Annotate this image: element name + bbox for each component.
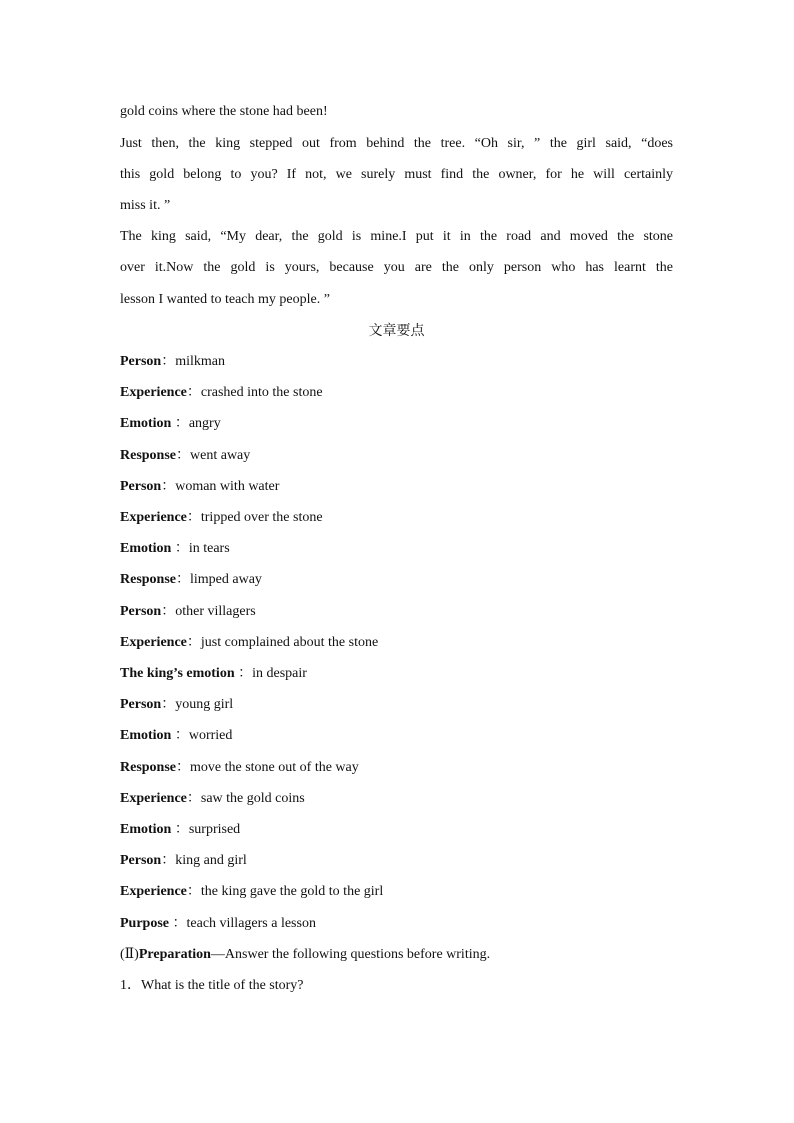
section-preparation: [120, 946, 673, 964]
point-sep: ：: [186, 385, 201, 400]
point-label: Person: [120, 853, 162, 868]
point-value: limped away: [190, 572, 262, 587]
point-label: Experience: [120, 635, 187, 650]
question-text: What is the title of the story?: [141, 978, 304, 993]
point-response: [120, 447, 673, 465]
point-label: Person: [120, 697, 162, 712]
point-experience: [120, 509, 673, 527]
section-prefix: (Ⅱ): [120, 947, 139, 962]
point-label: The king’s emotion: [120, 666, 235, 681]
point-sep: ：: [161, 853, 176, 868]
point-value: in tears: [188, 541, 230, 556]
point-sep: ：: [176, 572, 191, 587]
point-label: Person: [120, 354, 162, 369]
point-emotion: [120, 415, 673, 433]
point-value: milkman: [175, 354, 225, 369]
point-person: [120, 852, 673, 870]
story-line-3: this gold belong to you? If not, we surely must find the owner, for he will certainly: [120, 167, 673, 182]
section-text: —Answer the following questions before writing.: [210, 947, 491, 962]
point-value: just complained about the stone: [200, 635, 379, 650]
point-response: [120, 759, 673, 777]
point-sep: ：: [171, 416, 189, 431]
story-line-4: miss it. ”: [120, 198, 171, 213]
story-line-6: over it.Now the gold is yours, because you are the only person who has learnt the: [120, 260, 673, 275]
point-sep: ：: [171, 728, 189, 743]
point-sep: ：: [186, 791, 201, 806]
point-label: Experience: [120, 510, 187, 525]
point-person: [120, 696, 673, 714]
point-value: worried: [188, 728, 233, 743]
question-1: [120, 977, 673, 995]
point-value: saw the gold coins: [200, 791, 305, 806]
point-experience: [120, 634, 673, 652]
point-sep: ：: [169, 916, 187, 931]
point-person: [120, 353, 673, 371]
question-number: 1．: [120, 978, 141, 993]
point-value: young girl: [175, 697, 234, 712]
point-label: Person: [120, 479, 162, 494]
point-value: in despair: [252, 666, 307, 681]
point-label: Person: [120, 604, 162, 619]
story-line-5: The king said, “My dear, the gold is mine.I put it in the road and moved the stone: [120, 229, 673, 244]
point-sep: ：: [171, 541, 189, 556]
story-line-7: lesson I wanted to teach my people. ”: [120, 292, 330, 307]
point-king-emotion: [120, 665, 673, 683]
point-sep: ：: [176, 760, 191, 775]
point-sep: ：: [161, 479, 176, 494]
point-label: Response: [120, 760, 177, 775]
point-experience: [120, 384, 673, 402]
point-sep: ：: [176, 448, 191, 463]
point-value: the king gave the gold to the girl: [200, 884, 384, 899]
point-label: Emotion: [120, 541, 172, 556]
point-label: Purpose: [120, 916, 169, 931]
point-value: tripped over the stone: [200, 510, 323, 525]
point-sep: ：: [161, 697, 176, 712]
point-value: king and girl: [175, 853, 247, 868]
point-emotion: [120, 821, 673, 839]
story-line-1: gold coins where the stone had been!: [120, 104, 328, 119]
point-label: Experience: [120, 884, 187, 899]
point-label: Emotion: [120, 822, 172, 837]
point-sep: ：: [186, 635, 201, 650]
point-value: went away: [190, 448, 251, 463]
point-label: Emotion: [120, 728, 172, 743]
point-sep: ：: [171, 822, 189, 837]
point-value: move the stone out of the way: [190, 760, 359, 775]
point-value: crashed into the stone: [200, 385, 323, 400]
point-value: surprised: [188, 822, 241, 837]
section-label: Preparation: [138, 947, 211, 962]
point-label: Experience: [120, 791, 187, 806]
point-response: [120, 571, 673, 589]
point-sep: ：: [186, 510, 201, 525]
section-heading: 文章要点: [368, 323, 425, 339]
point-person: [120, 603, 673, 621]
point-label: Response: [120, 448, 177, 463]
point-emotion: [120, 540, 673, 558]
point-purpose: [120, 915, 673, 933]
point-sep: ：: [186, 884, 201, 899]
point-sep: ：: [234, 666, 253, 681]
point-person: [120, 478, 673, 496]
point-label: Emotion: [120, 416, 172, 431]
point-emotion: [120, 727, 673, 745]
point-experience: [120, 790, 673, 808]
story-line-2: Just then, the king stepped out from behind the tree. “Oh sir, ” the girl said, “does: [120, 136, 673, 151]
point-label: Response: [120, 572, 177, 587]
point-sep: ：: [161, 604, 176, 619]
point-value: woman with water: [175, 479, 280, 494]
point-value: other villagers: [175, 604, 256, 619]
point-label: Experience: [120, 385, 187, 400]
point-value: teach villagers a lesson: [186, 916, 316, 931]
point-sep: ：: [161, 354, 176, 369]
point-experience: [120, 883, 673, 901]
point-value: angry: [188, 416, 221, 431]
